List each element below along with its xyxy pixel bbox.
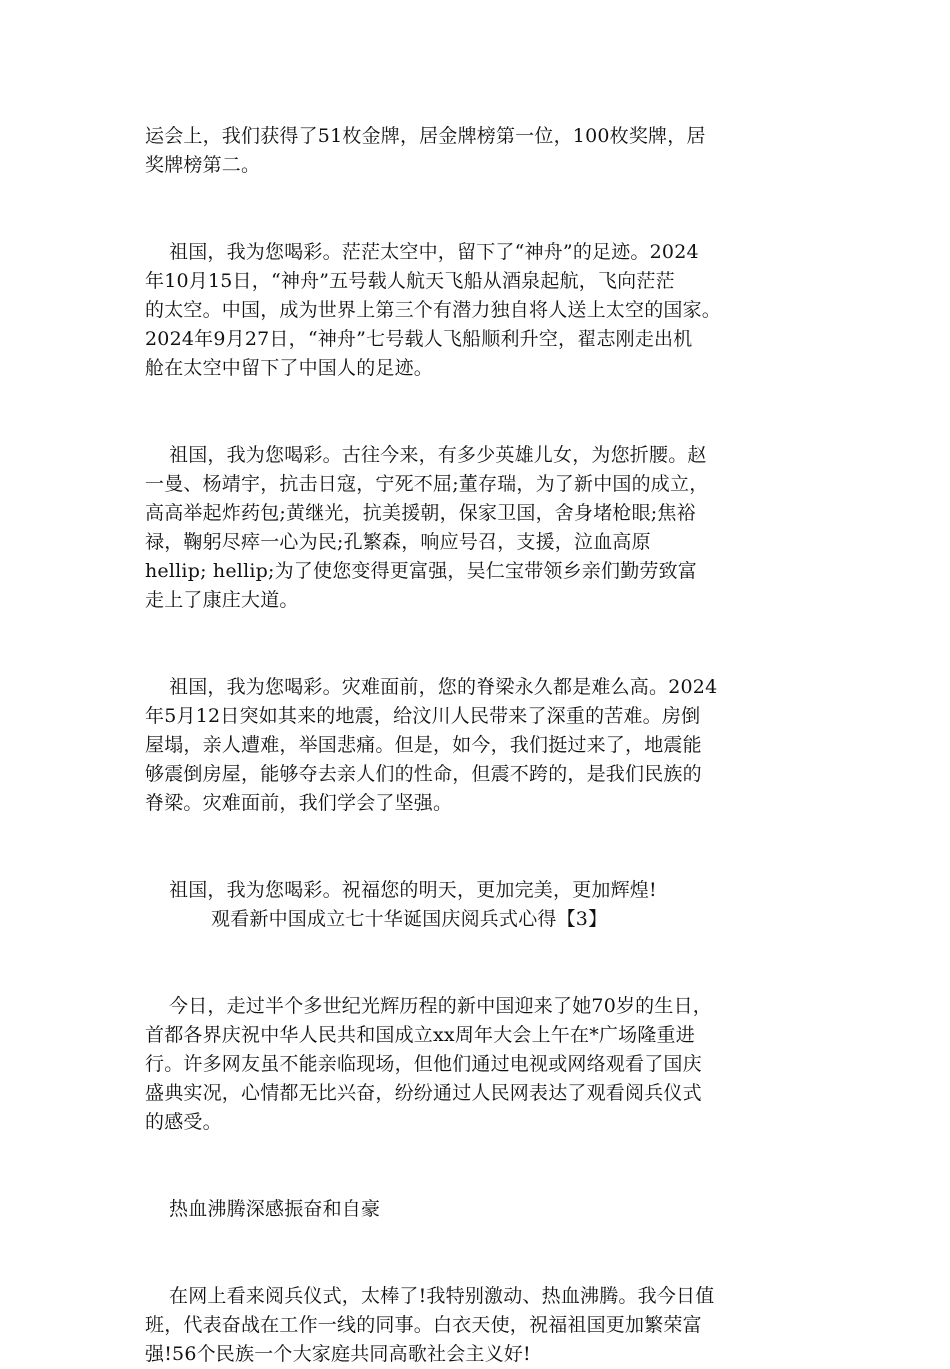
section-title: [145, 905, 817, 934]
text-line: 祖国，我为您喝彩。灾难面前，您的脊梁永久都是难么高。2024: [169, 676, 718, 698]
text-line: hellip; hellip;为了使您变得更富强，吴仁宝带领乡亲们勤劳致富: [145, 560, 697, 582]
paragraph-gap: [145, 180, 817, 238]
paragraph-5: [145, 876, 817, 905]
text-line: 祖国，我为您喝彩。茫茫太空中，留下了“神舟”的足迹。2024: [169, 241, 699, 263]
paragraph-6: [145, 992, 817, 1137]
text-line: 脊梁。灾难面前，我们学会了坚强。: [145, 792, 453, 814]
paragraph-1: [145, 122, 817, 180]
text-line: 运会上，我们获得了51枚金牌，居金牌榜第一位，100枚奖牌，居: [145, 125, 706, 147]
text-line: 2024年9月27日，“神舟”七号载人飞船顺利升空，翟志刚走出机: [145, 328, 693, 350]
document-page: [145, 122, 817, 1369]
paragraph-gap: [145, 383, 817, 441]
paragraph-gap: [145, 934, 817, 992]
text-line: 在网上看来阅兵仪式，太棒了!我特别激动、热血沸腾。我今日值: [169, 1285, 715, 1307]
paragraph-gap: [145, 1137, 817, 1195]
paragraph-gap: [145, 615, 817, 673]
paragraph-4: [145, 673, 817, 818]
text-line: 走上了康庄大道。: [145, 589, 299, 611]
paragraph-7-subheading: [145, 1195, 817, 1224]
text-line: 强!56个民族一个大家庭共同高歌社会主义好!: [145, 1343, 531, 1365]
text-line: 班，代表奋战在工作一线的同事。白衣天使，祝福祖国更加繁荣富: [145, 1314, 702, 1336]
section-title-text: 观看新中国成立七十华诞国庆阅兵式心得【3】: [211, 908, 608, 930]
text-line: 年10月15日，“神舟”五号载人航天飞船从酒泉起航，飞向茫茫: [145, 270, 675, 292]
text-line: 一曼、杨靖宇，抗击日寇，宁死不屈;董存瑞，为了新中国的成立，: [145, 473, 709, 495]
text-line: 屋塌，亲人遭难，举国悲痛。但是，如今，我们挺过来了，地震能: [145, 734, 702, 756]
text-line: 禄，鞠躬尽瘁一心为民;孔繁森，响应号召，支援，泣血高原: [145, 531, 651, 553]
paragraph-gap: [145, 1224, 817, 1282]
text-line: 热血沸腾深感振奋和自豪: [169, 1198, 381, 1220]
text-line: 高高举起炸药包;黄继光，抗美援朝，保家卫国，舍身堵枪眼;焦裕: [145, 502, 696, 524]
text-line: 首都各界庆祝中华人民共和国成立xx周年大会上午在*广场隆重进: [145, 1024, 695, 1046]
text-line: 祖国，我为您喝彩。古往今来，有多少英雄儿女，为您折腰。赵: [169, 444, 707, 466]
text-line: 今日，走过半个多世纪光辉历程的新中国迎来了她70岁的生日，: [169, 995, 712, 1017]
text-line: 行。许多网友虽不能亲临现场，但他们通过电视或网络观看了国庆: [145, 1053, 702, 1075]
text-line: 够震倒房屋，能够夺去亲人们的性命，但震不跨的，是我们民族的: [145, 763, 702, 785]
text-line: 年5月12日突如其来的地震，给汶川人民带来了深重的苦难。房倒: [145, 705, 701, 727]
paragraph-gap: [145, 818, 817, 876]
text-line: 祖国，我为您喝彩。祝福您的明天，更加完美，更加辉煌!: [169, 879, 657, 901]
text-line: 奖牌榜第二。: [145, 154, 261, 176]
text-line: 盛典实况，心情都无比兴奋，纷纷通过人民网表达了观看阅兵仪式: [145, 1082, 702, 1104]
paragraph-2: [145, 238, 817, 383]
text-line: 的感受。: [145, 1111, 222, 1133]
text-line: 的太空。中国，成为世界上第三个有潜力独自将人送上太空的国家。: [145, 299, 722, 321]
paragraph-3: [145, 441, 817, 615]
text-line: 舱在太空中留下了中国人的足迹。: [145, 357, 434, 379]
paragraph-8: [145, 1282, 817, 1369]
